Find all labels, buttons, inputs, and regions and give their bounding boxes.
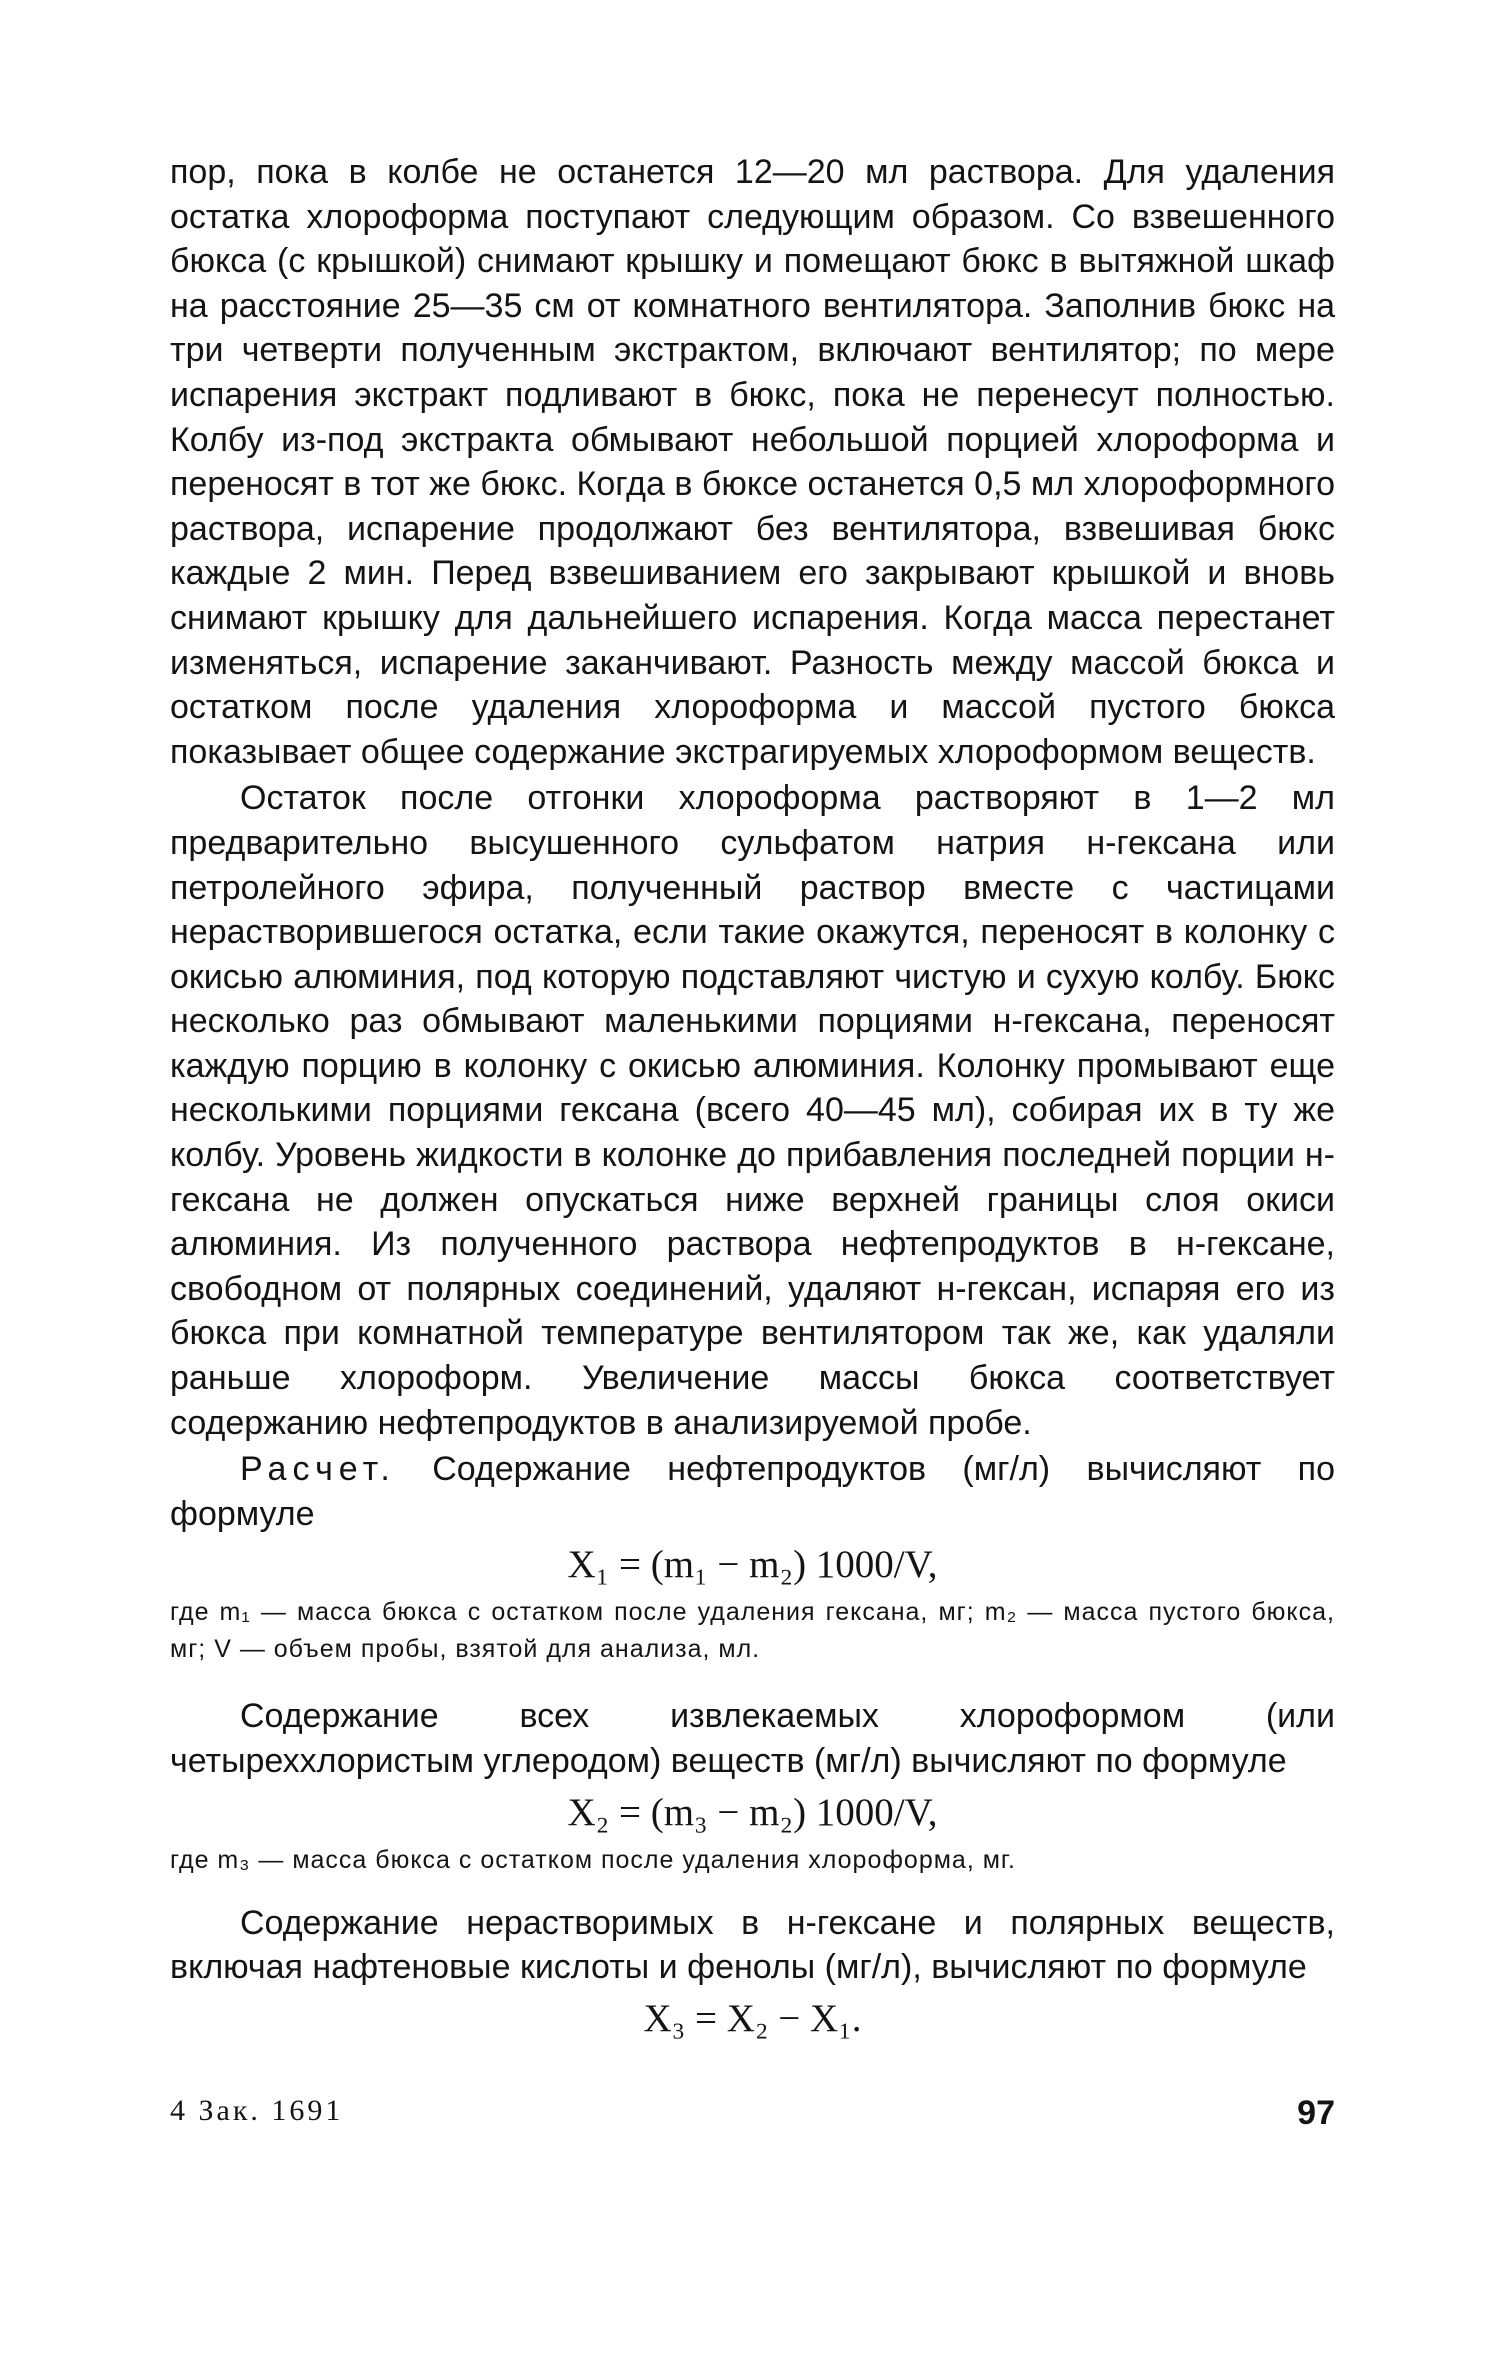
print-order-mark: 4 Зак. 1691 [170, 2093, 344, 2127]
note-formula-x2: где m₃ — масса бюкса с остатком после удаления хлороформа, мг. [170, 1845, 1016, 1874]
paragraph-insoluble: Содержание нерастворимых в н-гексане и полярных веществ, включая нафтеновые кислоты и фенолы (мг/л), вычисляют по формуле [170, 1903, 1335, 1987]
paragraph-calculation [170, 1447, 1335, 1536]
page-body [170, 150, 1335, 2144]
paragraph-2: Остаток после отгонки хлороформа растворяют в 1—2 мл предварительно высушенного сульфатом натрия н-гексана или петролейного эфира, полученный раствор вместе с частицами нерастворившегося остатка, если такие окажутся, переносят в колонку с окисью алюминия, под которую подставляют чистую и сухую колбу. Бюкс несколько раз обмывают маленькими порциями н-гексана, переносят каждую порцию в колонку с окисью алюминия. Колонку промывают еще несколькими порциями гексана (всего 40—45 мл), собирая их в ту же колбу. Уровень жидкости в колонке до прибавления последней порции н-гексана не должен опускаться ниже верхней границы слоя окиси алюминия. Из полученного раствора нефтепродуктов в н-гексане, свободном от полярных соединений, удаляют н-гексан, испаряя его из бюкса при комнатной температуре вентилятором так же, как удаляли раньше хлороформ. Увеличение массы бюкса соответствует содержанию нефтепродуктов в анализируемой пробе. [170, 779, 1335, 1442]
calculation-text: Содержание нефтепродуктов (мг/л) вычисляют по формуле [170, 1450, 1335, 1533]
page-footer [170, 2094, 1335, 2144]
formula-x1: X₁ = (m₁ − m₂) 1000/V, [567, 1543, 938, 1587]
page-number: 97 [1297, 2093, 1335, 2132]
section-label-calculation: Расчет. [240, 1450, 396, 1489]
formula-x3: X₃ = X₂ − X₁. [643, 1996, 862, 2040]
formula-x2: X₂ = (m₃ − m₂) 1000/V, [567, 1790, 938, 1834]
paragraph-1: пор, пока в колбе не останется 12—20 мл раствора. Для удаления остатка хлороформа поступают следующим образом. Со взвешенного бюкса (с крышкой) снимают крышку и помещают бюкс в вытяжной шкаф на расстояние 25—35 см от комнатного вентилятора. Заполнив бюкс на три четверти полученным экстрактом, включают вентилятор; по мере испарения экстракт подливают в бюкс, пока не перенесут полностью. Колбу из-под экстракта обмывают небольшой порцией хлороформа и переносят в тот же бюкс. Когда в бюксе останется 0,5 мл хлороформного раствора, испарение продолжают без вентилятора, взвешивая бюкс каждые 2 мин. Перед взвешиванием его закрывают крышкой и вновь снимают крышку для дальнейшего испарения. Когда масса перестанет изменяться, испарение заканчивают. Разность между массой бюкса и остатком после удаления хлороформа и массой пустого бюкса показывает общее содержание экстрагируемых хлороформом веществ. [170, 153, 1335, 771]
note-formula-x1: где m₁ — масса бюкса с остатком после удаления гексана, мг; m₂ — масса пустого бюкса, мг; V — объем пробы, взятой для анализа, мл. [170, 1598, 1335, 1664]
paragraph-total-extractables: Содержание всех извлекаемых хлороформом (или четыреххлористым углеродом) веществ (мг/л) вычисляют по формуле [170, 1697, 1335, 1780]
